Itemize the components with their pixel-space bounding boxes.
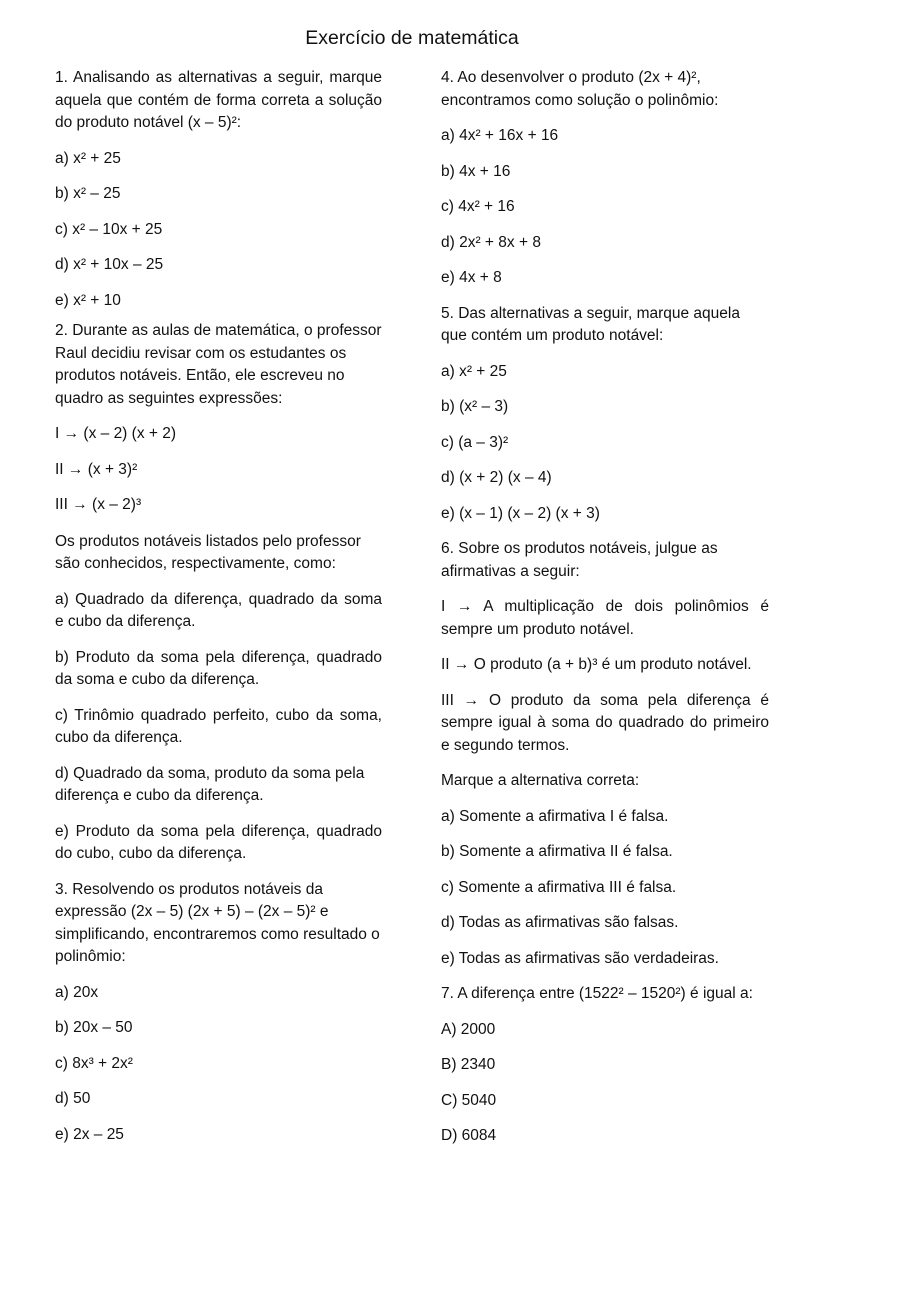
q6-statement-3: III → O produto da soma pela diferença é sempre igual à soma do quadrado do primeiro e segundo termos. <box>441 691 769 754</box>
question-2-stem: 2. Durante as aulas de matemática, o professor Raul decidiu revisar com os estudantes os produtos notáveis. Então, ele escreveu no quadro as seguintes expressões: <box>55 322 382 407</box>
q7-option-a: A) 2000 <box>441 1020 496 1038</box>
question-7 <box>441 983 769 1148</box>
question-4-stem: 4. Ao desenvolver o produto (2x + 4)², encontramos como solução o polinômio: <box>441 69 719 109</box>
q5-option-e: e) (x – 1) (x – 2) (x + 3) <box>441 504 600 522</box>
q6-option-d: d) Todas as afirmativas são falsas. <box>441 914 679 931</box>
question-1-stem: 1. Analisando as alternativas a seguir, marque aquela que contém de forma correta a solução do produto notável (x – 5)²: <box>55 69 382 131</box>
q1-option-d: d) x² + 10x – 25 <box>55 256 164 273</box>
q7-option-d: D) 6084 <box>441 1127 497 1144</box>
q2-expression-2: II → (x + 3)² <box>55 460 138 478</box>
q2-option-d: d) Quadrado da soma, produto da soma pela diferença e cubo da diferença. <box>55 764 365 804</box>
page-title: Exercício de matemática <box>305 27 519 49</box>
q3-option-a: a) 20x <box>55 983 99 1001</box>
question-1 <box>55 67 382 312</box>
q7-option-b: B) 2340 <box>441 1056 496 1073</box>
q4-option-b: b) 4x + 16 <box>441 162 511 180</box>
question-3 <box>55 879 382 1147</box>
q1-option-b: b) x² – 25 <box>55 185 121 202</box>
q6-statement-2: II → O produto (a + b)³ é um produto notável. <box>441 656 752 673</box>
q2-option-c: c) Trinômio quadrado perfeito, cubo da soma, cubo da diferença. <box>55 706 382 746</box>
q2-option-a: a) Quadrado da diferença, quadrado da soma e cubo da diferença. <box>55 590 382 630</box>
question-6-stem: 6. Sobre os produtos notáveis, julgue as afirmativas a seguir: <box>441 540 718 580</box>
q2-expression-1: I → (x – 2) (x + 2) <box>55 425 177 442</box>
q2-expression-3: III → (x – 2)³ <box>55 496 142 513</box>
q5-option-b: b) (x² – 3) <box>441 398 509 415</box>
left-column <box>55 67 382 1146</box>
q1-option-e: e) x² + 10 <box>55 291 121 309</box>
q4-option-e: e) 4x + 8 <box>441 269 502 286</box>
question-2-prompt: Os produtos notáveis listados pelo professor são conhecidos, respectivamente, como: <box>55 532 361 572</box>
q2-option-b: b) Produto da soma pela diferença, quadrado da soma e cubo da diferença. <box>55 648 382 688</box>
q6-statement-1: I → A multiplicação de dois polinômios é sempre um produto notável. <box>441 598 769 638</box>
question-5-stem: 5. Das alternativas a seguir, marque aquela que contém um produto notável: <box>441 304 740 344</box>
q1-option-c: c) x² – 10x + 25 <box>55 220 163 238</box>
q6-option-a: a) Somente a afirmativa I é falsa. <box>441 807 669 825</box>
q7-option-c: C) 5040 <box>441 1091 497 1109</box>
q4-option-d: d) 2x² + 8x + 8 <box>441 233 541 251</box>
q4-option-c: c) 4x² + 16 <box>441 198 515 215</box>
q1-option-a: a) x² + 25 <box>55 149 121 167</box>
q6-option-c: c) Somente a afirmativa III é falsa. <box>441 878 677 896</box>
q6-option-e: e) Todas as afirmativas são verdadeiras. <box>441 949 719 967</box>
question-6-prompt: Marque a alternativa correta: <box>441 772 640 789</box>
right-column <box>441 67 769 1148</box>
q6-option-b: b) Somente a afirmativa II é falsa. <box>441 843 673 860</box>
q5-option-d: d) (x + 2) (x – 4) <box>441 469 552 486</box>
q3-option-c: c) 8x³ + 2x² <box>55 1054 133 1072</box>
q3-option-e: e) 2x – 25 <box>55 1125 124 1143</box>
question-3-stem: 3. Resolvendo os produtos notáveis da expressão (2x – 5) (2x + 5) – (2x – 5)² e simplificando, encontraremos como resultado o polinômio: <box>55 880 380 965</box>
q5-option-a: a) x² + 25 <box>441 362 507 380</box>
question-5 <box>441 303 769 526</box>
question-6 <box>441 538 769 970</box>
q2-option-e: e) Produto da soma pela diferença, quadrado do cubo, cubo da diferença. <box>55 822 382 862</box>
q5-option-c: c) (a – 3)² <box>441 433 509 451</box>
q3-option-b: b) 20x – 50 <box>55 1019 133 1036</box>
q3-option-d: d) 50 <box>55 1090 91 1107</box>
question-2 <box>55 320 382 866</box>
q4-option-a: a) 4x² + 16x + 16 <box>441 127 559 144</box>
question-7-stem: 7. A diferença entre (1522² – 1520²) é igual a: <box>441 985 753 1002</box>
question-4 <box>441 67 769 290</box>
